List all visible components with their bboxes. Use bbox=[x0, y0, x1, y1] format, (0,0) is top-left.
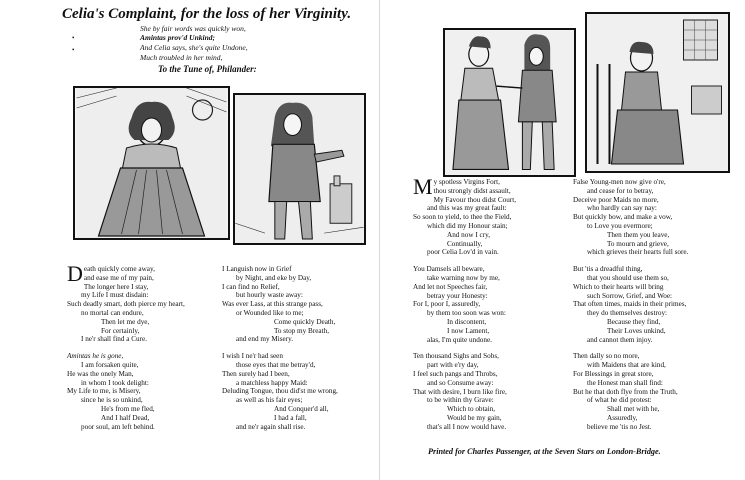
verse-line: So soon to yield, to thee the Field, bbox=[413, 213, 512, 222]
ornament-bullet: • bbox=[72, 34, 75, 42]
verse-line: and so Consume away: bbox=[427, 378, 494, 387]
tune-line: To the Tune of, Philander: bbox=[158, 64, 257, 74]
verse-line: Ten thousand Sighs and Sobs, bbox=[413, 352, 499, 361]
subtitle-line-1: She by fair words was quickly won, bbox=[140, 24, 246, 33]
verse-line: and this was my great fault: bbox=[427, 204, 507, 213]
verse-line: False Young-men now give o're, bbox=[573, 178, 666, 186]
verse-line: He was the onely Man, bbox=[67, 369, 134, 378]
verse-line: in whom I took delight: bbox=[81, 378, 149, 387]
verse-line: Which to obtain, bbox=[447, 405, 496, 414]
verse-line: He's from me fled, bbox=[101, 404, 155, 413]
ornament-bullet: • bbox=[72, 46, 75, 54]
verse-line: Such deadly smart, doth pierce my heart, bbox=[67, 300, 185, 309]
verse-line: Would be my gain, bbox=[447, 413, 502, 422]
verse-line: which did my Honour stain; bbox=[427, 221, 508, 230]
verse-line: as well as his fair eyes; bbox=[236, 396, 303, 405]
verse-line: of what he did protest: bbox=[587, 396, 652, 405]
verse-line: thou strongly didst assault, bbox=[433, 186, 511, 195]
verse-line: but hourly waste away: bbox=[236, 291, 303, 300]
verse-line: that you should use them so, bbox=[587, 273, 669, 282]
ballad-title: Celia's Complaint, for the loss of her Virginity. bbox=[62, 6, 352, 22]
verse-line: or Wounded like to me; bbox=[236, 308, 304, 317]
verse-line: Because they find, bbox=[607, 317, 661, 326]
verse-line: But he that doth flye from the Truth, bbox=[573, 387, 678, 396]
verse-column-1 bbox=[67, 261, 217, 431]
verse-line: And let not Speeches fair, bbox=[413, 282, 488, 291]
verse-line: For certainly, bbox=[101, 326, 140, 335]
verse-line: Assuredly, bbox=[607, 413, 638, 422]
verse-line: my Life I must disdain: bbox=[81, 291, 149, 300]
verse-line: But 'tis a dreadful thing, bbox=[573, 265, 643, 274]
verse-line: Shall met with he, bbox=[607, 405, 660, 414]
drop-capital: M bbox=[413, 174, 433, 199]
verse-line: take warning now by me, bbox=[427, 273, 500, 282]
verse-line: I Languish now in Grief bbox=[222, 265, 292, 273]
page-spine bbox=[379, 0, 380, 480]
verse-line: But quickly bow, and make a vow, bbox=[573, 213, 673, 222]
verse-line: You Damsels all beware, bbox=[413, 265, 485, 274]
verse-line: that's all I now would have. bbox=[427, 422, 507, 431]
verse-line: poor Celia Lov'd in vain. bbox=[427, 248, 499, 257]
verse-line: with Maidens that are kind, bbox=[587, 361, 666, 370]
verse-line: I ne'r shall find a Cure. bbox=[81, 335, 147, 344]
verse-line: My spotless Virgins Fort, bbox=[413, 174, 500, 199]
verse-line: since he is so unkind, bbox=[81, 396, 143, 405]
verse-line: and ne'r again shall rise. bbox=[236, 422, 306, 431]
printer-imprint: Printed for Charles Passenger, at the Seven Stars on London-Bridge. bbox=[428, 447, 661, 456]
subtitle-line-4: Much troubled in her mind, bbox=[140, 53, 223, 62]
verse-line: they do themselves destroy: bbox=[587, 309, 668, 318]
verse-line: That with desire, I burn like fire, bbox=[413, 387, 507, 396]
verse-line: I had a fall, bbox=[274, 413, 307, 422]
verse-line: In discontent, bbox=[447, 317, 487, 326]
verse-line: a matchless happy Maid: bbox=[236, 378, 308, 387]
verse-line: Deluding Tongue, thou did'st me wrong, bbox=[222, 387, 338, 396]
verse-line: to be within thy Grave: bbox=[427, 396, 494, 405]
verse-line: My Life to me, is Misery, bbox=[67, 387, 141, 396]
verse-line: and end my Misery. bbox=[236, 335, 294, 344]
verse-line: and cannot them injoy. bbox=[587, 335, 653, 344]
woodcut-gentleman bbox=[233, 93, 366, 245]
verse-line: Continually, bbox=[447, 239, 483, 248]
verse-line: Then let me dye, bbox=[101, 317, 150, 326]
couple-illustration bbox=[445, 30, 574, 175]
lady-illustration bbox=[75, 88, 228, 238]
verse-line: betray your Honesty: bbox=[427, 291, 488, 300]
subtitle-line-2: Amintas prov'd Unkind; bbox=[140, 33, 216, 42]
gentleman-illustration bbox=[235, 95, 364, 243]
woodcut-couple bbox=[443, 28, 576, 177]
verse-line: alas, I'm quite undone. bbox=[427, 335, 492, 344]
verse-line: To stop my Breath, bbox=[274, 326, 329, 335]
verse-line: To mourn and grieve, bbox=[607, 239, 669, 248]
verse-column-3 bbox=[413, 174, 573, 432]
verse-line: and cease for to betray, bbox=[587, 186, 654, 195]
verse-line: I am forsaken quite, bbox=[81, 360, 139, 369]
verse-line: That often times, maids in their primes, bbox=[573, 300, 687, 309]
verse-line: I can find no Relief, bbox=[222, 282, 280, 291]
verse-line: I now Lament, bbox=[447, 326, 490, 335]
seated-woman-illustration bbox=[587, 14, 728, 171]
verse-line: Then dally so no more, bbox=[573, 352, 640, 361]
verse-line: For Blessings in great store, bbox=[573, 369, 654, 378]
verse-line: to Love you evermore; bbox=[587, 221, 653, 230]
verse-line: the Honest man shall find: bbox=[587, 378, 663, 387]
verse-column-2 bbox=[222, 265, 372, 431]
verse-line: no mortal can endure, bbox=[81, 308, 144, 317]
verse-line: by them too soon was won: bbox=[427, 309, 506, 318]
verse-line: and ease me of my pain, bbox=[83, 273, 154, 282]
verse-line: The longer here I stay, bbox=[83, 282, 149, 291]
verse-line: those eyes that me betray'd, bbox=[236, 360, 316, 369]
verse-line: which grieves their hearts full sore. bbox=[587, 248, 689, 257]
verse-line: Death quickly come away, bbox=[67, 261, 155, 286]
verse-line: And Conquer'd all, bbox=[274, 404, 329, 413]
woodcut-seated-woman bbox=[585, 12, 730, 173]
woodcut-lady bbox=[73, 86, 230, 240]
verse-line: I feel such pangs and Throbs, bbox=[413, 369, 498, 378]
verse-line: part with e'ry day, bbox=[427, 361, 479, 370]
verse-line: Then surely had I been, bbox=[222, 369, 290, 378]
verse-line: Then them you leave, bbox=[607, 230, 670, 239]
drop-capital: D bbox=[67, 261, 83, 286]
verse-line: Deceive poor Maids no more, bbox=[573, 195, 659, 204]
verse-line: My Favour thou didst Court, bbox=[433, 195, 517, 204]
verse-line: such Sorrow, Grief, and Woe: bbox=[587, 291, 673, 300]
verse-line: Which to their hearts will bring bbox=[573, 282, 664, 291]
verse-column-4 bbox=[573, 178, 738, 432]
verse-line: For I, poor I, assuredly, bbox=[413, 300, 481, 309]
verse-line: Their Loves unkind, bbox=[607, 326, 666, 335]
verse-line: believe me 'tis no Jest. bbox=[587, 422, 652, 431]
verse-line: And I half Dead, bbox=[101, 413, 150, 422]
verse-line: And now I cry, bbox=[447, 230, 491, 239]
verse-line: by Night, and eke by Day, bbox=[236, 273, 312, 282]
verse-line: who hardly can say nay: bbox=[587, 204, 657, 213]
subtitle-line-3: And Celia says, she's quite Undone, bbox=[140, 43, 248, 52]
verse-line: Come quickly Death, bbox=[274, 317, 336, 326]
verse-line: I wish I ne'r had seen bbox=[222, 352, 283, 361]
verse-line: Amintas he is gone, bbox=[67, 352, 124, 361]
verse-line: Was ever Lass, at this strange pass, bbox=[222, 300, 323, 309]
verse-line: poor soul, am left behind. bbox=[81, 422, 155, 431]
